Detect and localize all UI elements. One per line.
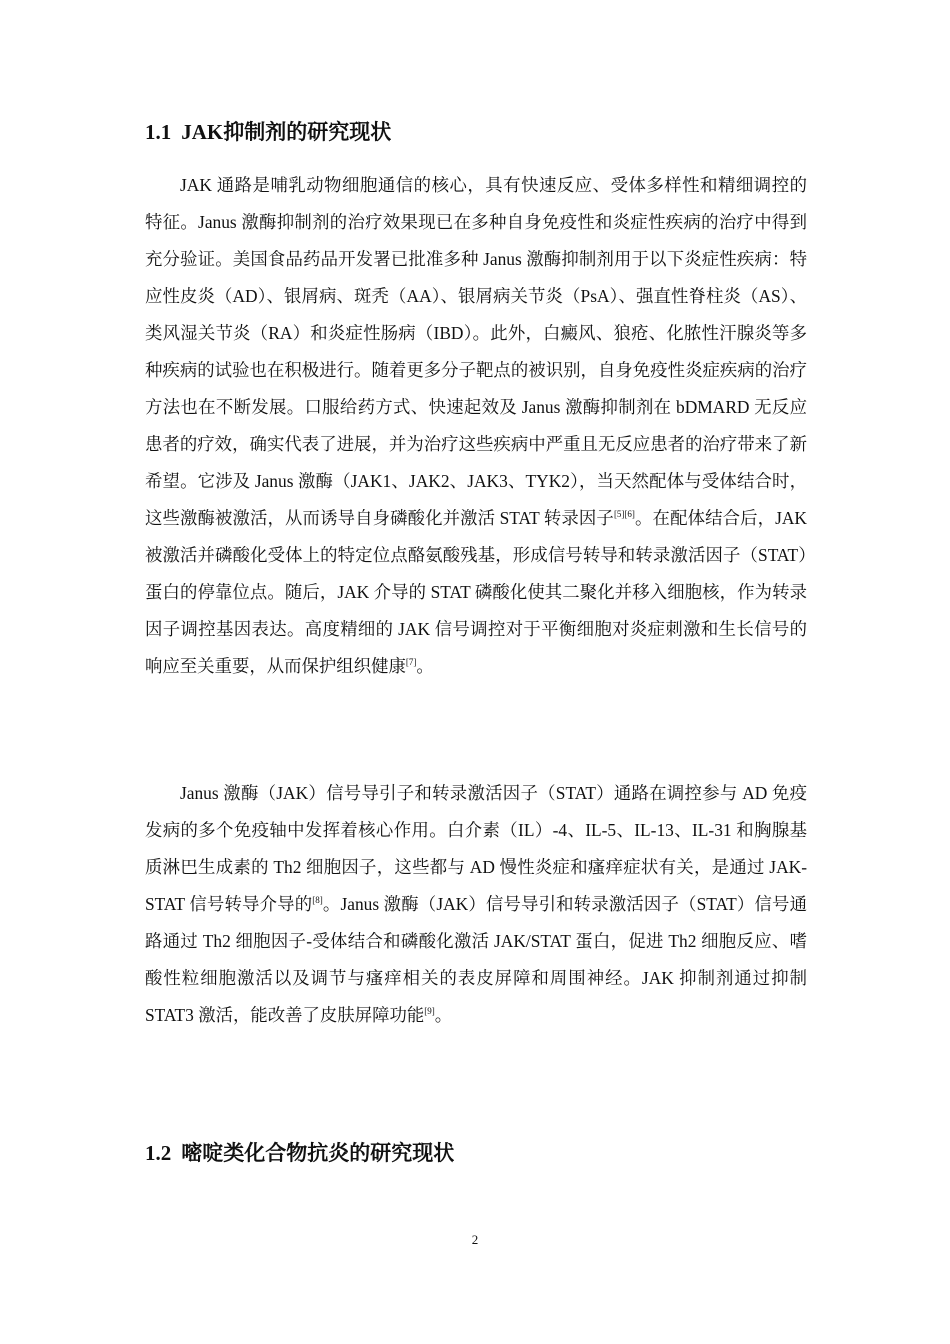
- body-paragraph-1: [145, 167, 807, 685]
- section-heading-1-2: [145, 1138, 454, 1168]
- paragraph-text: 。在配体结合后，JAK 被激活并磷酸化受体上的特定位点酪氨酸残基，形成信号转导和转录激活因子（STAT）蛋白的停靠位点。随后，JAK 介导的 STAT 磷酸化使其二聚化并移入细胞核，作为转录因子调控基因表达。高度精细的 JAK 信号调控对于平衡细胞对炎症刺激和生长信号的响应至关重要，从而保护组织健康: [145, 508, 807, 676]
- page-number: 2: [471, 1232, 479, 1247]
- citation-ref[interactable]: [5][6]: [613, 509, 635, 519]
- section-heading-1-1: [145, 117, 391, 147]
- citation-ref[interactable]: [7]: [405, 657, 417, 667]
- paragraph-text: Janus 激酶（JAK）信号导引子和转录激活因子（STAT）通路在调控参与 AD 免疫发病的多个免疫轴中发挥着核心作用。白介素（IL）-4、IL-5、IL-13、IL-31 和胸腺基质淋巴生成素的 Th2 细胞因子，这些都与 AD 慢性炎症和瘙痒症状有关，是通过 JAK-STAT 信号转导介导的: [145, 783, 807, 914]
- body-paragraph-2: [145, 775, 807, 1034]
- section-title: JAK抑制剂的研究现状: [181, 120, 392, 144]
- citation-ref[interactable]: [8]: [312, 895, 323, 905]
- section-number: 1.1: [145, 120, 172, 144]
- paragraph-text: JAK 通路是哺乳动物细胞通信的核心，具有快速反应、受体多样性和精细调控的特征。Janus 激酶抑制剂的治疗效果现已在多种自身免疫性和炎症性疾病的治疗中得到充分验证。美国食品药品开发署已批准多种 Janus 激酶抑制剂用于以下炎症性疾病：特应性皮炎（AD）、银屑病、斑秃（AA）、银屑病关节炎（PsA）、强直性脊柱炎（AS）、类风湿关节炎（RA）和炎症性肠病（IBD）。此外，白癜风、狼疮、化脓性汗腺炎等多种疾病的试验也在积极进行。随着更多分子靶点的被识别，自身免疫性炎症疾病的治疗方法也在不断发展。口服给药方式、快速起效及 Janus 激酶抑制剂在 bDMARD 无反应患者的疗效，确实代表了进展，并为治疗这些疾病中严重且无反应患者的治疗带来了新希望。它涉及 Janus 激酶（JAK1、JAK2、JAK3、TYK2），当天然配体与受体结合时，这些激酶被激活，从而诱导自身磷酸化并激活 STAT 转录因子: [145, 175, 807, 528]
- section-title: 嘧啶类化合物抗炎的研究现状: [181, 1141, 455, 1165]
- paragraph-text: 。Janus 激酶（JAK）信号导引和转录激活因子（STAT）信号通路通过 Th2 细胞因子-受体结合和磷酸化激活 JAK/STAT 蛋白，促进 Th2 细胞反应、嗜酸性粒细胞激活以及调节与瘙痒相关的表皮屏障和周围神经。JAK 抑制剂通过抑制 STAT3 激活，能改善了皮肤屏障功能: [145, 894, 807, 1025]
- citation-ref[interactable]: [9]: [424, 1006, 435, 1016]
- paragraph-text: 。: [434, 1005, 453, 1025]
- paragraph-text: 。: [416, 656, 434, 676]
- section-number: 1.2: [145, 1141, 172, 1165]
